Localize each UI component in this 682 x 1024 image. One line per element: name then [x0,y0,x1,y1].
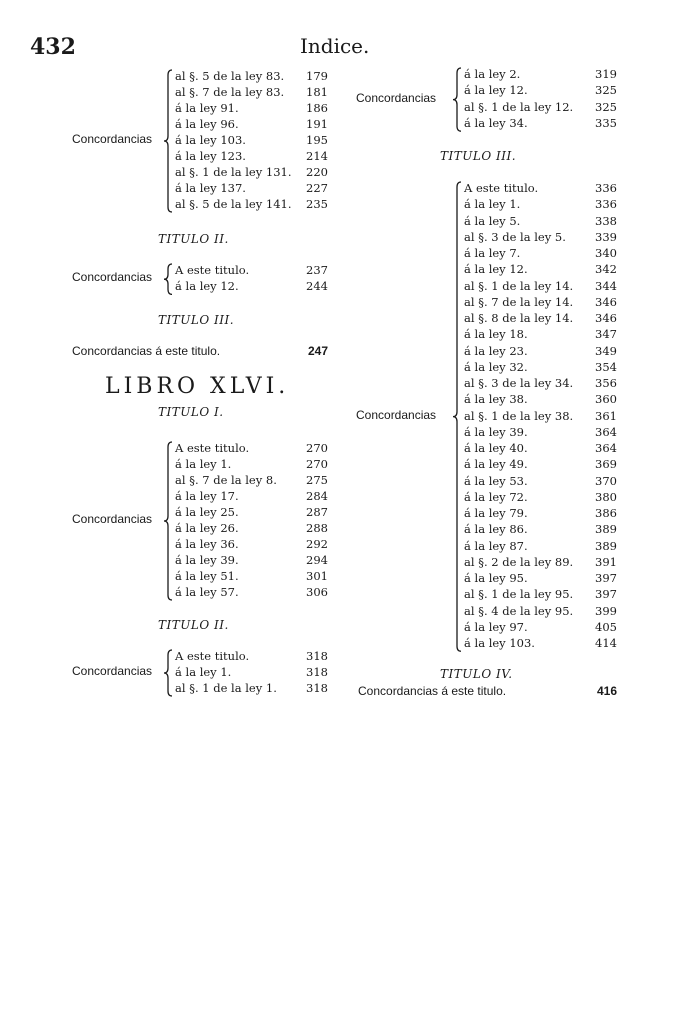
page-reference: 416 [596,684,617,698]
index-entry: á la ley 96. [175,117,239,131]
index-entry: á la ley 32. [464,359,528,374]
section-heading: TITULO II. [158,618,229,632]
index-entry: á la ley 12. [464,83,528,98]
page-reference: 335 [595,115,617,130]
page-number: 432 [30,34,76,60]
index-entry: al §. 7 de la ley 83. [175,85,285,99]
page-reference: 319 [595,67,617,81]
page-reference: 237 [306,263,328,277]
page-reference: 397 [595,571,617,585]
index-line: Concordancias á este titulo. [72,344,221,358]
curly-brace [163,649,173,697]
page-reference: 275 [306,473,328,487]
index-entry: al §. 3 de la ley 5. [464,229,566,244]
index-entry: á la ley 17. [175,489,239,503]
concordancias-label: Concordancias [72,664,153,678]
index-entry: al §. 7 de la ley 8. [175,473,277,487]
page-reference: 186 [306,101,328,115]
index-entry: á la ley 91. [175,101,239,115]
index-entry: á la ley 23. [464,343,528,358]
index-entry: á la ley 18. [464,327,528,342]
page-reference: 306 [306,585,328,599]
index-entry: A este titulo. [175,649,250,663]
concordancias-label: Concordancias [356,90,437,105]
index-entry: á la ley 1. [464,197,521,212]
index-entry: al §. 1 de la ley 12. [464,99,574,114]
section-heading: TITULO III. [440,149,517,163]
index-entry: á la ley 49. [464,457,528,472]
index-entry: al §. 5 de la ley 83. [175,69,285,83]
index-entry: A este titulo. [464,181,539,195]
page-reference: 247 [307,344,328,358]
page-reference: 369 [595,457,617,472]
index-entry: á la ley 86. [464,522,528,537]
section-heading: TITULO II. [158,232,229,246]
index-entry: á la ley 53. [464,473,528,488]
page-reference: 364 [595,441,617,455]
index-entry: á la ley 97. [464,619,528,634]
page-reference: 284 [306,489,328,503]
page-reference: 325 [595,83,617,98]
index-entry: al §. 8 de la ley 14. [464,311,574,325]
page-reference: 318 [306,649,328,663]
page-reference: 397 [595,587,617,602]
page-reference: 391 [595,554,617,569]
index-entry: á la ley 7. [464,246,521,260]
index-entry: á la ley 51. [175,569,239,583]
page-reference: 318 [306,681,328,695]
index-entry: al §. 2 de la ley 89. [464,554,574,569]
index-entry: á la ley 103. [464,636,535,650]
page-reference: 294 [306,553,328,567]
index-entry: al §. 3 de la ley 34. [464,376,574,390]
curly-brace [452,181,462,652]
concordancias-label: Concordancias [72,132,153,146]
page-reference: 342 [595,262,617,277]
page-reference: 292 [306,537,328,551]
page-reference: 399 [595,603,617,618]
page-reference: 336 [595,197,617,212]
running-title: Indice. [300,34,370,58]
page-reference: 414 [595,636,617,650]
index-entry: á la ley 12. [464,262,528,277]
page-reference: 325 [595,99,617,114]
page-reference: 386 [595,506,617,520]
curly-brace [452,67,462,132]
page-reference: 380 [595,489,617,504]
concordancias-label: Concordancias [72,270,153,285]
curly-brace [163,441,173,601]
index-entry: á la ley 39. [175,553,239,567]
index-entry: á la ley 40. [464,441,528,455]
page-reference: 227 [306,181,328,195]
page-reference: 287 [306,505,328,519]
index-entry: A este titulo. [175,441,250,455]
page-reference: 244 [306,279,328,294]
page-reference: 347 [595,327,617,342]
index-entry: á la ley 26. [175,521,239,535]
page-reference: 364 [595,424,617,439]
page-reference: 288 [306,521,328,535]
page-reference: 301 [306,569,328,583]
page-reference: 370 [595,473,617,488]
index-entry: á la ley 2. [464,67,521,81]
section-heading: TITULO I. [158,405,224,419]
page-reference: 338 [595,213,617,228]
index-entry: á la ley 87. [464,538,528,553]
page-reference: 405 [595,619,617,634]
page-reference: 356 [595,376,617,390]
index-entry: á la ley 34. [464,115,528,130]
page-reference: 220 [306,165,328,179]
page-reference: 179 [306,69,328,83]
page-reference: 389 [595,538,617,553]
page-reference: 360 [595,392,617,407]
section-heading: TITULO III. [158,313,235,327]
concordancias-label: Concordancias [356,407,437,422]
index-entry: á la ley 5. [464,213,521,228]
page-reference: 214 [306,149,328,163]
index-entry: á la ley 38. [464,392,528,407]
index-entry: al §. 5 de la ley 141. [175,197,292,211]
page-reference: 354 [595,359,617,374]
page-reference: 389 [595,522,617,537]
page-reference: 340 [595,246,617,260]
index-entry: á la ley 57. [175,585,239,599]
index-entry: á la ley 36. [175,537,239,551]
index-entry: al §. 4 de la ley 95. [464,603,574,618]
page-reference: 181 [306,85,328,99]
index-entry: al §. 7 de la ley 14. [464,294,574,309]
page-reference: 346 [595,311,617,325]
page-reference: 336 [595,181,617,195]
index-entry: á la ley 95. [464,571,528,585]
page-reference: 235 [306,197,328,211]
index-entry: al §. 1 de la ley 38. [464,408,574,423]
index-entry: á la ley 137. [175,181,246,195]
page-reference: 349 [595,343,617,358]
index-entry: á la ley 39. [464,424,528,439]
page-reference: 318 [306,665,328,679]
page-reference: 270 [306,441,328,455]
index-entry: á la ley 123. [175,149,246,163]
index-entry: al §. 1 de la ley 131. [175,165,292,179]
index-entry: á la ley 1. [175,457,232,471]
page-reference: 344 [595,278,617,293]
index-line: Concordancias á este titulo. [358,684,507,698]
index-entry: al §. 1 de la ley 1. [175,681,277,695]
index-entry: á la ley 79. [464,506,528,520]
index-entry: á la ley 72. [464,489,528,504]
curly-brace [163,263,173,295]
page-reference: 361 [595,408,617,423]
page-reference: 270 [306,457,328,471]
curly-brace [163,69,173,213]
concordancias-label: Concordancias [72,512,153,526]
index-entry: al §. 1 de la ley 95. [464,587,574,602]
page-reference: 339 [595,229,617,244]
index-entry: á la ley 1. [175,665,232,679]
index-entry: al §. 1 de la ley 14. [464,278,574,293]
index-entry: á la ley 25. [175,505,239,519]
index-entry: A este titulo. [175,263,250,277]
page-reference: 195 [306,133,328,147]
index-entry: á la ley 103. [175,133,246,147]
page-reference: 191 [306,117,328,131]
index-entry: á la ley 12. [175,279,239,294]
book-heading: LIBRO XLVI. [105,374,290,399]
page-reference: 346 [595,294,617,309]
section-heading: TITULO IV. [440,667,513,681]
